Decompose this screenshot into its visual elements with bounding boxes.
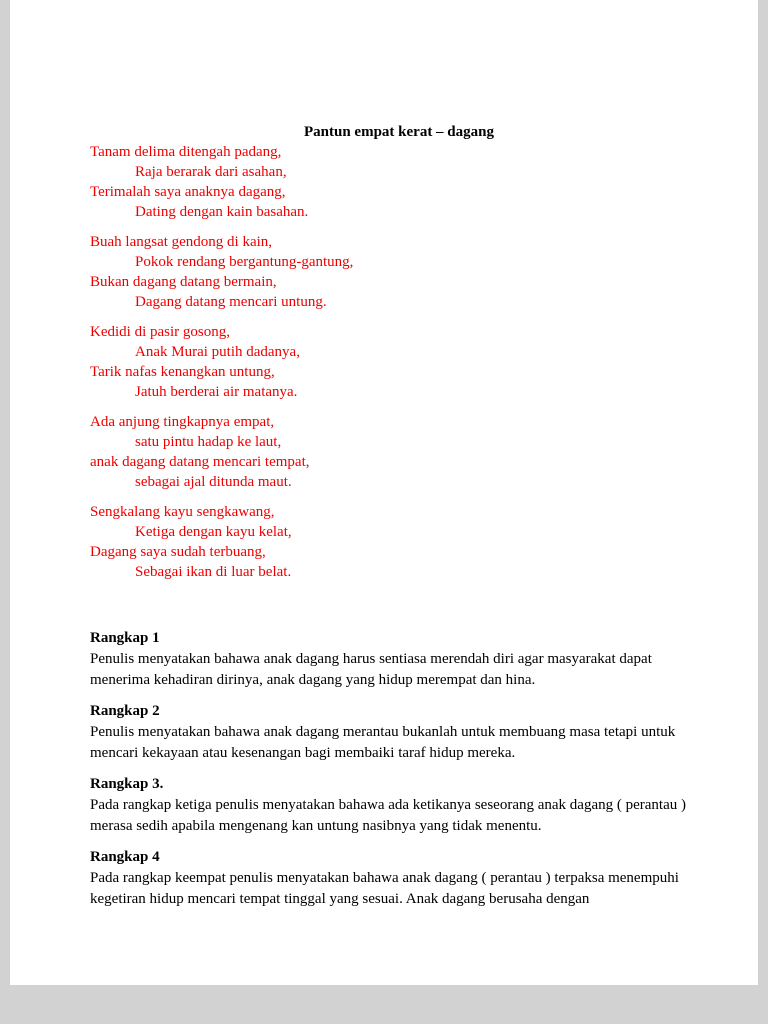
document-page xyxy=(10,0,758,985)
poem-line: Dagang saya sudah terbuang, xyxy=(90,544,266,560)
section-body: Penulis menyatakan bahawa anak dagang harus sentiasa merendah diri agar masyarakat dapat menerima kehadiran dirinya, anak dagang yang hidup merempat dan hina. xyxy=(90,651,652,688)
section-heading: Rangkap 3. xyxy=(90,776,164,792)
rangkap-section-4 xyxy=(90,847,708,910)
section-heading: Rangkap 1 xyxy=(90,630,160,646)
poem-line: Buah langsat gendong di kain, xyxy=(90,234,273,250)
rangkap-section-2 xyxy=(90,701,708,764)
document-title: Pantun empat kerat – dagang xyxy=(303,124,494,140)
section-body: Penulis menyatakan bahawa anak dagang merantau bukanlah untuk membuang masa tetapi untuk mencari kekayaan atau kesenangan bagi membaiki taraf hidup mereka. xyxy=(90,724,676,761)
commentary xyxy=(90,628,708,910)
poem-line: satu pintu hadap ke laut, xyxy=(135,434,282,450)
poem-line: Sengkalang kayu sengkawang, xyxy=(90,504,275,520)
poem-line: Terimalah saya anaknya dagang, xyxy=(90,184,286,200)
section-heading: Rangkap 2 xyxy=(90,703,160,719)
poem-line: Raja berarak dari asahan, xyxy=(135,164,287,180)
poem-line: Bukan dagang datang bermain, xyxy=(90,274,277,290)
stanza-5 xyxy=(90,502,708,582)
poem-line: Tanam delima ditengah padang, xyxy=(90,144,282,160)
poem-line: anak dagang datang mencari tempat, xyxy=(90,454,310,470)
stanza-3 xyxy=(90,322,708,402)
poem-line: Tarik nafas kenangkan untung, xyxy=(90,364,275,380)
section-heading: Rangkap 4 xyxy=(90,849,160,865)
section-body: Pada rangkap ketiga penulis menyatakan bahawa ada ketikanya seseorang anak dagang ( perantau ) merasa sedih apabila mengenang kan untung nasibnya yang tidak menentu. xyxy=(90,797,686,834)
poem-line: Dating dengan kain basahan. xyxy=(135,204,309,220)
poem-line: Sebagai ikan di luar belat. xyxy=(135,564,292,580)
poem-line: Kedidi di pasir gosong, xyxy=(90,324,230,340)
stanza-1 xyxy=(90,142,708,222)
poem-line: Anak Murai putih dadanya, xyxy=(135,344,300,360)
rangkap-section-3 xyxy=(90,774,708,837)
poem-line: Pokok rendang bergantung-gantung, xyxy=(135,254,354,270)
rangkap-section-1 xyxy=(90,628,708,691)
document-content xyxy=(90,122,708,920)
stanza-4 xyxy=(90,412,708,492)
poem-line: Ketiga dengan kayu kelat, xyxy=(135,524,292,540)
poem-line: Dagang datang mencari untung. xyxy=(135,294,327,310)
poem-line: Jatuh berderai air matanya. xyxy=(135,384,298,400)
poem-line: Ada anjung tingkapnya empat, xyxy=(90,414,275,430)
poem-line: sebagai ajal ditunda maut. xyxy=(135,474,292,490)
stanza-2 xyxy=(90,232,708,312)
poem xyxy=(90,142,708,582)
section-body: Pada rangkap keempat penulis menyatakan bahawa anak dagang ( perantau ) terpaksa menempuhi kegetiran hidup mencari tempat tinggal yang sesuai. Anak dagang berusaha dengan xyxy=(90,870,679,907)
